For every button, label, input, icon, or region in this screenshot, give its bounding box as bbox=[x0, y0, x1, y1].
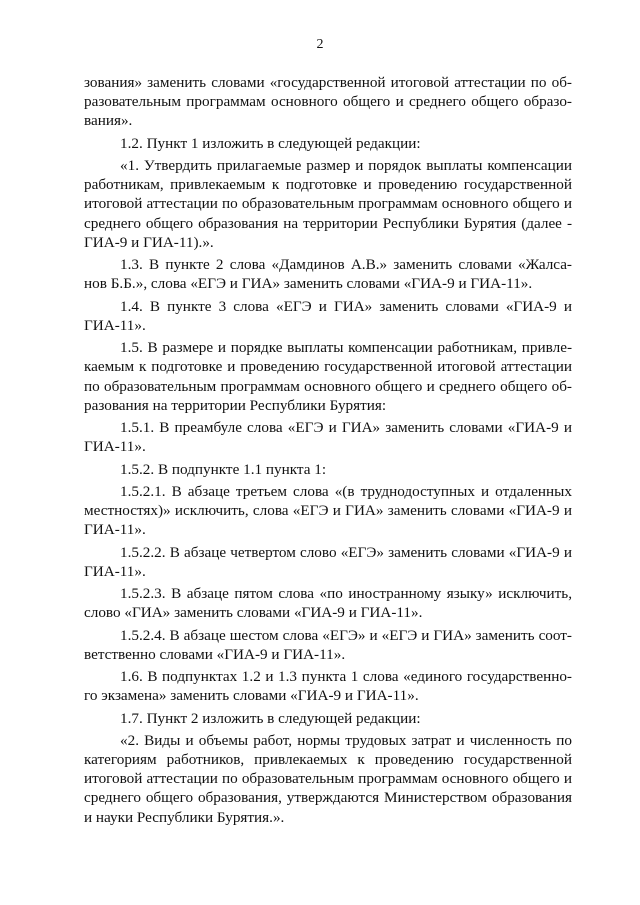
document-body bbox=[84, 73, 572, 830]
paragraph-1-5-1 bbox=[84, 418, 572, 456]
text-line: вания». bbox=[84, 112, 133, 130]
paragraph-1-6 bbox=[84, 667, 572, 705]
paragraph-1-5-2 bbox=[84, 460, 572, 479]
text-line: ГИА-11». bbox=[84, 316, 146, 334]
text-line: ветственно словами «ГИА-9 и ГИА-11». bbox=[84, 645, 346, 663]
text-line: «2. Виды и объемы работ, нормы трудовых затрат и численность по bbox=[120, 731, 572, 749]
text-line: 1.5.2.4. В абзаце шестом слова «ЕГЭ» и «ЕГЭ и ГИА» заменить соот- bbox=[120, 626, 572, 644]
text-line: местностях)» исключить, слова «ЕГЭ и ГИА» заменить словами «ГИА-9 и bbox=[84, 502, 572, 520]
page-number: 2 bbox=[316, 37, 324, 52]
paragraph-1-3 bbox=[84, 255, 572, 293]
text-line: 1.2. Пункт 1 изложить в следующей редакции: bbox=[120, 134, 421, 152]
paragraph-quote-1 bbox=[84, 156, 572, 252]
text-line: ГИА-11». bbox=[84, 521, 146, 539]
text-line: слово «ГИА» заменить словами «ГИА-9 и ГИА-11». bbox=[84, 604, 423, 622]
paragraph-1 bbox=[84, 73, 572, 131]
text-line: среднего общего образования на территории Республики Бурятия (далее - bbox=[84, 214, 572, 232]
text-line: ГИА-9 и ГИА-11).». bbox=[84, 233, 214, 251]
text-line: 1.5.1. В преамбуле слова «ЕГЭ и ГИА» заменить словами «ГИА-9 и bbox=[120, 419, 572, 437]
text-line: 1.6. В подпунктах 1.2 и 1.3 пункта 1 слова «единого государственно- bbox=[120, 668, 572, 686]
text-line: ГИА-11». bbox=[84, 562, 146, 580]
text-line: 1.3. В пункте 2 слова «Дамдинов А.В.» заменить словами «Жалса- bbox=[120, 256, 572, 274]
text-line: разования на территории Республики Бурятия: bbox=[84, 396, 387, 414]
text-line: го экзамена» заменить словами «ГИА-9 и ГИА-11». bbox=[84, 687, 419, 705]
text-line: «1. Утвердить прилагаемые размер и порядок выплаты компенсации bbox=[120, 157, 572, 174]
text-line: нов Б.Б.», слова «ЕГЭ и ГИА» заменить словами «ГИА-9 и ГИА-11». bbox=[84, 275, 533, 293]
paragraph-1-5 bbox=[84, 338, 572, 415]
text-line: и науки Республики Бурятия.». bbox=[84, 808, 285, 826]
text-line: среднего общего образования, утверждаются Министерством образования bbox=[84, 789, 572, 807]
text-line: 1.5.2. В подпункте 1.1 пункта 1: bbox=[120, 460, 327, 478]
paragraph-1-7 bbox=[84, 709, 572, 728]
text-line: 1.4. В пункте 3 слова «ЕГЭ и ГИА» заменить словами «ГИА-9 и bbox=[120, 297, 572, 315]
paragraph-1-5-2-2 bbox=[84, 543, 572, 581]
text-line: каемым к подготовке и проведению государственной итоговой аттестации bbox=[84, 358, 572, 376]
text-line: итоговой аттестации по образовательным программам основного общего и bbox=[84, 770, 572, 788]
paragraph-1-5-2-4 bbox=[84, 626, 572, 664]
text-line: 1.5. В размере и порядке выплаты компенсации работникам, привле- bbox=[120, 339, 572, 357]
text-line: ГИА-11». bbox=[84, 438, 146, 456]
text-line: 1.5.2.1. В абзаце третьем слова «(в труднодоступных и отдаленных bbox=[120, 482, 572, 500]
paragraph-quote-2 bbox=[84, 731, 572, 827]
text-line: итоговой аттестации по образовательным программам основного общего и bbox=[84, 195, 572, 213]
paragraph-1-2 bbox=[84, 134, 572, 153]
text-line: 1.5.2.2. В абзаце четвертом слово «ЕГЭ» заменить словами «ГИА-9 и bbox=[120, 543, 572, 561]
text-line: работникам, привлекаемым к подготовке и проведению государственной bbox=[84, 176, 572, 194]
paragraph-1-5-2-1 bbox=[84, 482, 572, 540]
text-line: категориям работников, привлекаемых к проведению государственной bbox=[84, 751, 572, 769]
paragraph-1-4 bbox=[84, 297, 572, 335]
text-line: 1.5.2.3. В абзаце пятом слова «по иностранному языку» исключить, bbox=[120, 585, 572, 603]
text-line: 1.7. Пункт 2 изложить в следующей редакции: bbox=[120, 709, 421, 727]
paragraph-1-5-2-3 bbox=[84, 584, 572, 622]
text-line: разовательным программам основного общего и среднего общего образо- bbox=[84, 93, 572, 111]
text-line: зования» заменить словами «государственной итоговой аттестации по об- bbox=[84, 74, 572, 91]
text-line: по образовательным программам основного общего и среднего общего об- bbox=[84, 377, 572, 395]
